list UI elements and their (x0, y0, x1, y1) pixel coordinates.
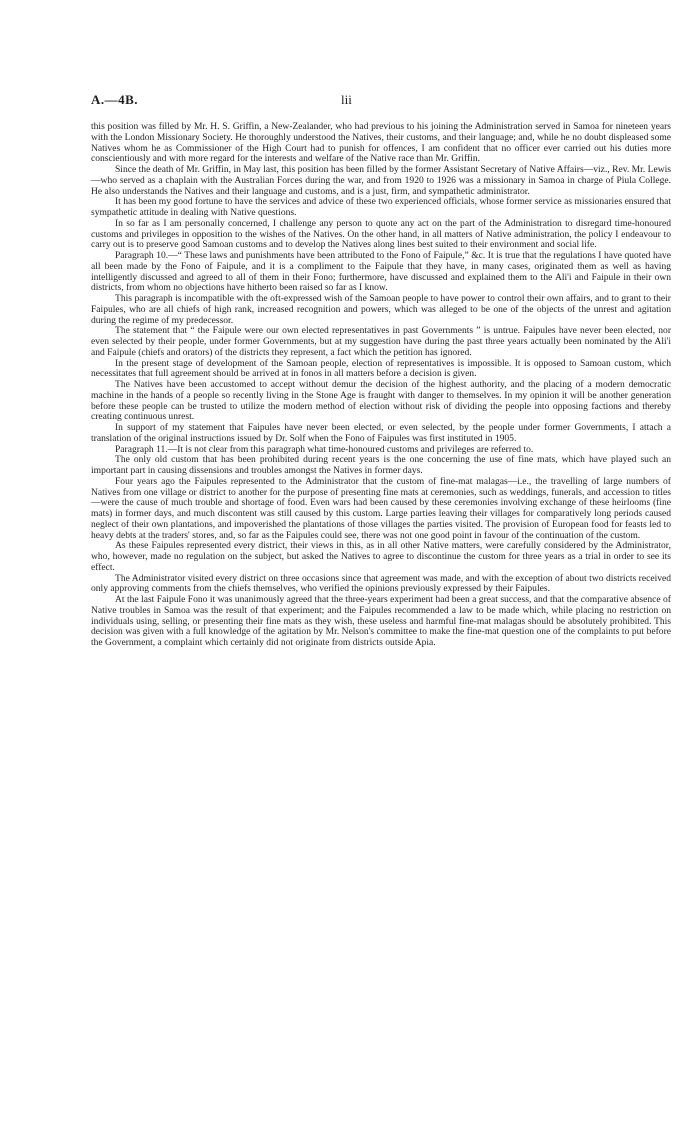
body-paragraph: The only old custom that has been prohibited during recent years is the one concerning the use of fine mats, which have played such an important part in causing dissensions and troubles amongst the Natives in former days. (91, 454, 671, 476)
body-paragraph: As these Faipules represented every district, their views in this, as in all other Native matters, were carefully considered by the Administrator, who, however, made no regulation on the subject, but asked the Natives to agree to discontinue the custom for three years as a trial in order to see its effect. (91, 540, 671, 573)
body-paragraph: Paragraph 10.—“ These laws and punishments have been attributed to the Fono of Faipule,” &c. It is true that the regulations I have quoted have all been made by the Fono of Faipule, and it is a compliment to the Faipule that they have, in many cases, originated them as well as having intelligently discussed and agreed to all of them in their Fono; furthermore, have discussed and explained them to the Ali'i and Faipule in their own districts, from whom no objections have hitherto been raised so far as I know. (91, 250, 671, 294)
body-paragraph: In so far as I am personally concerned, I challenge any person to quote any act on the part of the Administration to disregard time-honoured customs and privileges in opposition to the wishes of the Natives. On the other hand, in all matters of Native administration, the policy I endeavour to carry out is to preserve good Samoan customs and to develop the Natives along lines best suited to their environment and social life. (91, 217, 671, 251)
document-reference: A.—4B. (91, 92, 139, 107)
body-paragraph: In the present stage of development of the Samoan people, election of representatives is impossible. It is opposed to Samoan custom, which necessitates that full agreement should be arrived at in fonos in all matters before a decision is given. (91, 357, 671, 380)
body-paragraph: The Natives have been accustomed to accept without demur the decision of the highest authority, and the placing of a modern democratic machine in the hands of a people so recently living in the Stone Age is fraught with danger to themselves. In my opinion it will be another generation before these people can be trusted to utilize the modern method of election without risk of dividing the people into opposing factions and thereby creating continuous unrest. (91, 379, 671, 423)
page-number: lii (341, 92, 352, 107)
body-paragraph: Four years ago the Faipules represented to the Administrator that the custom of fine-mat malagas—i.e., the travelling of large numbers of Natives from one village or district to another for the purpose of presenting fine mats at ceremonies, such as weddings, funerals, and accession to titles—were the cause of much trouble and shortage of food. Even wars had been caused by these ceremonies involving exchange of these heirlooms (fine mats) in former days, and much discontent was still caused by this custom. Large parties leaving their villages for comparatively long periods caused neglect of their own plantations, and impoverished the plantations of those villages the parties visited. The provision of European food for feasts led to heavy debts at the traders' stores, and, so far as the Faipules could see, there was not one good point in favour of the continuation of the custom. (91, 475, 671, 541)
body-paragraph: this position was filled by Mr. H. S. Griffin, a New-Zealander, who had previous to his joining the Administration served in Samoa for nineteen years with the London Missionary Society. He thoroughly understood the Natives, their customs, and their language; and, while he no doubt displeased some Natives whom he as Commissioner of the High Court had to punish for offences, I am confident that no officer ever carried out his duties more conscientiously and with more regard for the interests and welfare of the Native race than Mr. Griffin. (91, 121, 671, 165)
body-paragraph: Paragraph 11.—It is not clear from this paragraph what time-honoured customs and privileges are referred to. (115, 443, 534, 455)
body-paragraph: It has been my good fortune to have the services and advice of these two experienced officials, whose former service as missionaries ensured that sympathetic attitude in dealing with Native questions. (91, 196, 671, 218)
body-paragraph: This paragraph is incompatible with the oft-expressed wish of the Samoan people to have power to control their own affairs, and to grant to their Faipules, who are all chiefs of high rank, increased recognition and powers, which was alleged to be one of the objects of the unrest and agitation during the regime of my predecessor. (91, 293, 671, 326)
body-paragraph: The Administrator visited every district on three occasions since that agreement was made, and with the exception of about two districts received only approving comments from the chiefs themselves, who verified the opinions previously expressed by their Faipules. (91, 572, 671, 595)
body-paragraph: In support of my statement that Faipules have never been elected, or even selected, by the people under former Governments, I attach a translation of the original instructions issued by Dr. Solf when the Fono of Faipules was first instituted in 1905. (91, 422, 671, 444)
body-paragraph: Since the death of Mr. Griffin, in May last, this position has been filled by the former Assistant Secretary of Native Affairs—viz., Rev. Mr. Lewis—who served as a chaplain with the Australian Forces during the war, and from 1920 to 1926 was a missionary in Samoa in charge of Piula College. He also understands the Natives and their language and customs, and is a just, firm, and sympathetic administrator. (91, 164, 671, 197)
body-paragraph: At the last Faipule Fono it was unanimously agreed that the three-years experiment had been a great success, and that the comparative absence of Native troubles in Samoa was the result of that experiment; and the Faipules recommended a law to be made which, while placing no restriction on individuals using, selling, or presenting their fine mats as they wish, these useless and harmful fine-mat malagas should be absolutely prohibited. This decision was given with a full knowledge of the agitation by Mr. Nelson's committee to make the fine-mat question one of the complaints to put before the Government, a complaint which certainly did not originate from districts outside Apia. (91, 594, 671, 648)
page-header (91, 92, 671, 118)
document-body (91, 122, 671, 649)
body-paragraph: The statement that “ the Faipule were our own elected representatives in past Governments ” is untrue. Faipules have never been elected, nor even selected by their people, under former Governments, but at my suggestion have during the past three years actually been nominated by the Ali'i and Faipule (chiefs and orators) of the districts they represent, a fact which the petition has ignored. (91, 325, 671, 358)
